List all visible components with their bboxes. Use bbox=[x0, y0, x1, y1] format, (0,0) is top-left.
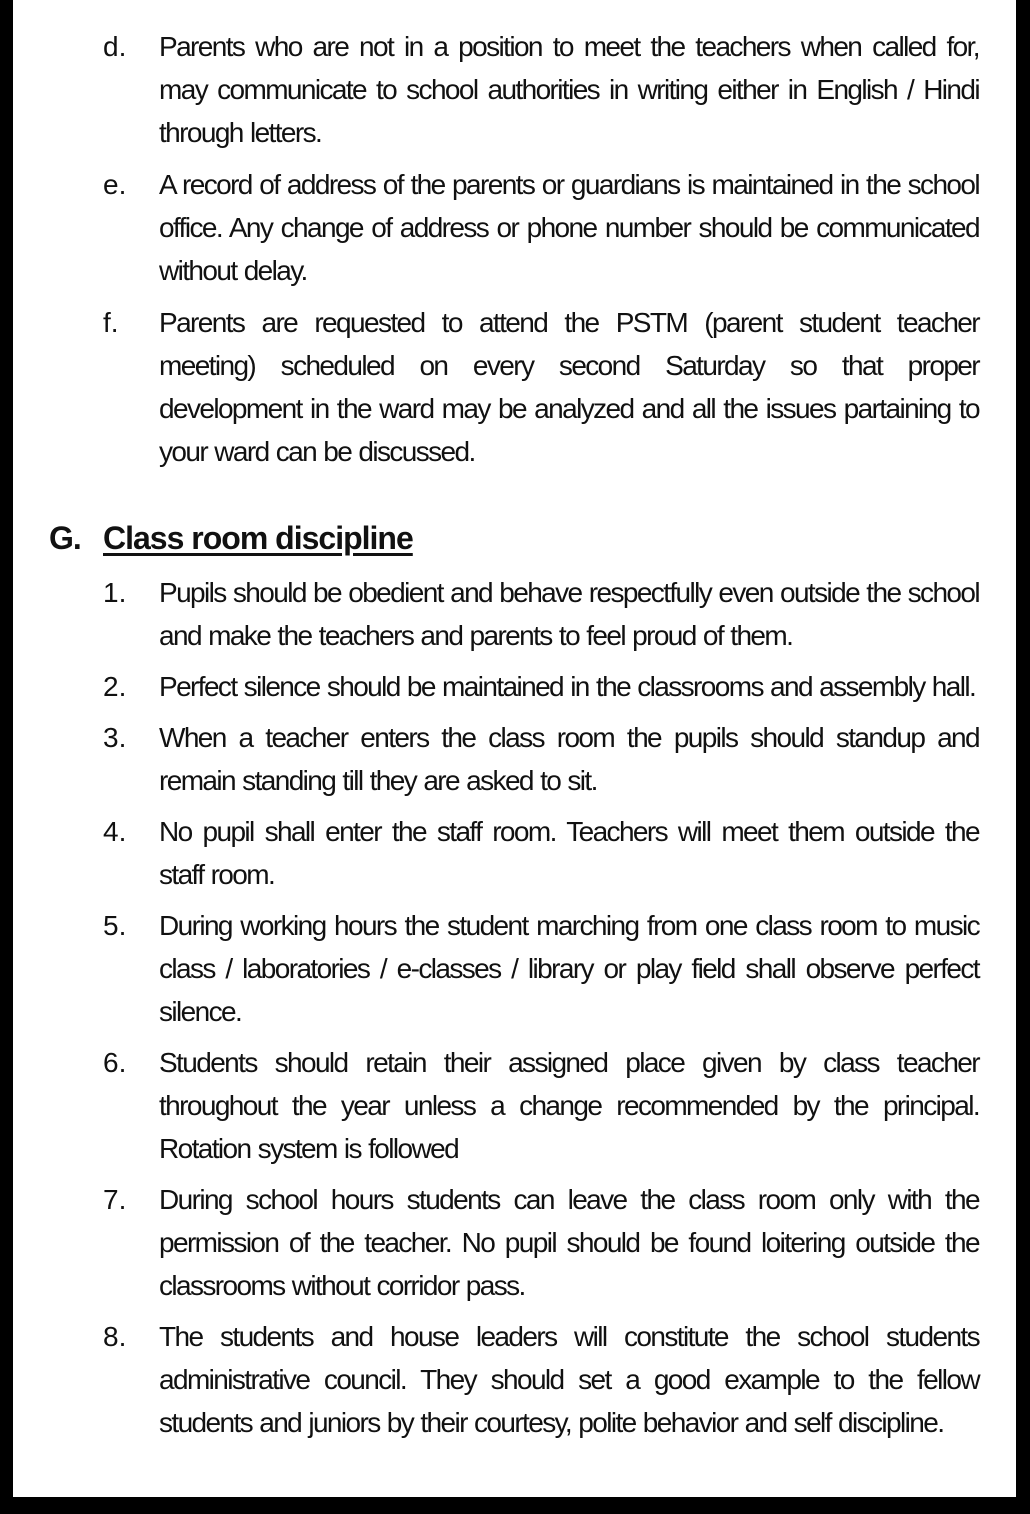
list-marker: 6. bbox=[103, 1047, 127, 1078]
list-marker: f. bbox=[103, 307, 119, 338]
list-item bbox=[13, 1041, 1016, 1170]
list-item bbox=[13, 665, 1016, 708]
list-marker: 8. bbox=[103, 1321, 127, 1352]
list-item-text: Perfect silence should be maintained in the classrooms and assembly hall. bbox=[159, 671, 976, 702]
list-marker: d. bbox=[103, 31, 127, 62]
list-item bbox=[13, 716, 1016, 802]
section-heading bbox=[49, 516, 413, 560]
class-room-discipline-list bbox=[13, 571, 1016, 1452]
section-marker: G. bbox=[49, 520, 81, 556]
list-item-text: No pupil shall enter the staff room. Teachers will meet them outside the staff room. bbox=[159, 816, 979, 890]
list-item bbox=[13, 163, 1016, 292]
list-item-text: A record of address of the parents or guardians is maintained in the school office. Any change of address or phone number should be communicated without delay. bbox=[159, 169, 979, 286]
document-page bbox=[13, 0, 1016, 1497]
list-item bbox=[13, 1315, 1016, 1444]
list-marker: 1. bbox=[103, 577, 127, 608]
list-item bbox=[13, 1178, 1016, 1307]
list-item-text: Parents who are not in a position to meet the teachers when called for, may communicate to school authorities in writing either in English / Hindi through letters. bbox=[159, 31, 979, 148]
list-item bbox=[13, 810, 1016, 896]
list-item-text: During working hours the student marching from one class room to music class / laboratories / e-classes / library or play field shall observe perfect silence. bbox=[159, 910, 979, 1027]
list-item bbox=[13, 904, 1016, 1033]
section-title: Class room discipline bbox=[103, 520, 413, 556]
list-marker: 5. bbox=[103, 910, 127, 941]
list-item bbox=[13, 301, 1016, 473]
list-marker: 7. bbox=[103, 1184, 127, 1215]
parents-guidelines-list bbox=[13, 25, 1016, 482]
list-item-text: Parents are requested to attend the PSTM (parent student teacher meeting) scheduled on every second Saturday so that proper development in the ward may be analyzed and all the issues partaining to your ward can be discussed. bbox=[159, 307, 979, 467]
list-item-text: During school hours students can leave the class room only with the permission of the teacher. No pupil should be found loitering outside the classrooms without corridor pass. bbox=[159, 1184, 979, 1301]
list-marker: e. bbox=[103, 169, 127, 200]
list-item-text: Pupils should be obedient and behave respectfully even outside the school and make the teachers and parents to feel proud of them. bbox=[159, 577, 979, 651]
list-marker: 4. bbox=[103, 816, 127, 847]
list-marker: 2. bbox=[103, 671, 127, 702]
list-item bbox=[13, 25, 1016, 154]
list-item-text: When a teacher enters the class room the pupils should standup and remain standing till they are asked to sit. bbox=[159, 722, 979, 796]
list-marker: 3. bbox=[103, 722, 127, 753]
list-item bbox=[13, 571, 1016, 657]
list-item-text: Students should retain their assigned place given by class teacher throughout the year unless a change recommended by the principal. Rotation system is followed bbox=[159, 1047, 979, 1164]
list-item-text: The students and house leaders will constitute the school students administrative council. They should set a good example to the fellow students and juniors by their courtesy, polite behavior and self discipline. bbox=[159, 1321, 979, 1438]
